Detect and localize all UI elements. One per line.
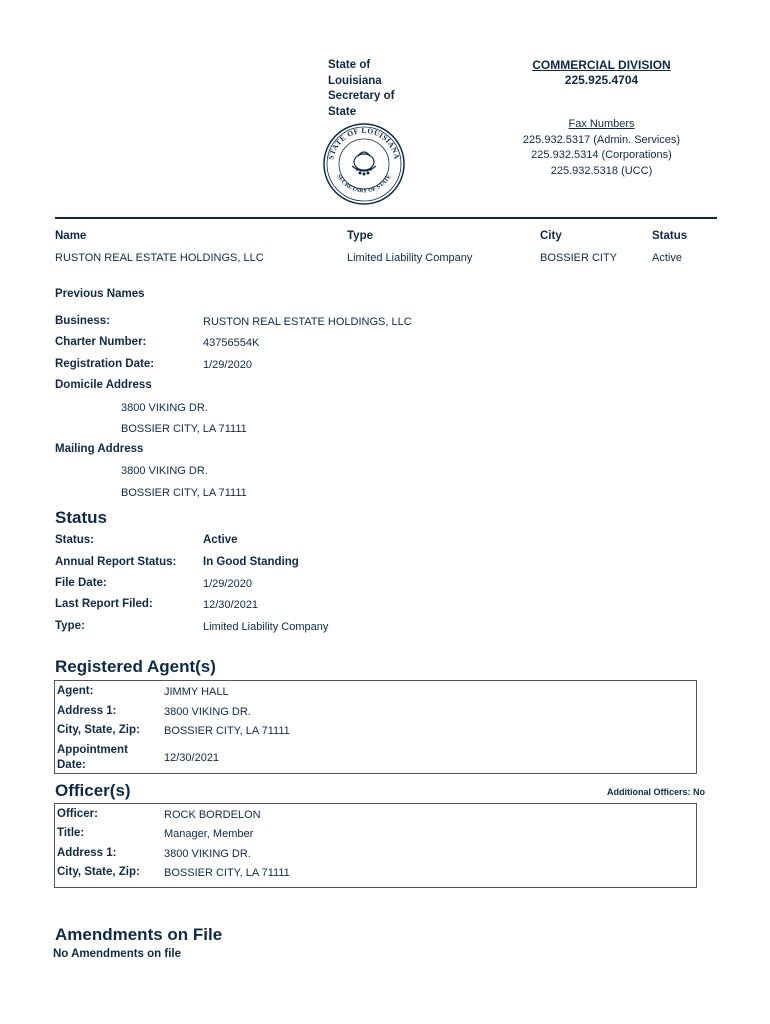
col-header-city: City xyxy=(540,230,562,242)
last-report-value: 12/30/2021 xyxy=(203,599,259,611)
appointment-date-label xyxy=(57,743,128,773)
officer-title-value: Manager, Member xyxy=(164,828,254,840)
registration-label: Registration Date: xyxy=(55,358,155,370)
officer-value: ROCK BORDELON xyxy=(164,809,261,821)
seal-text: STATE OF LOUISIANA xyxy=(326,125,402,161)
file-date-value: 1/29/2020 xyxy=(203,578,252,590)
file-date-label: File Date: xyxy=(55,577,107,589)
domicile-label: Domicile Address xyxy=(55,379,152,391)
division-title: COMMERCIAL DIVISION xyxy=(532,58,671,72)
mailing-line: 3800 VIKING DR. xyxy=(121,465,208,477)
commercial-division xyxy=(500,58,703,88)
officers-box xyxy=(54,803,697,888)
fax-number: 225.932.5318 (UCC) xyxy=(550,164,653,177)
domicile-line: BOSSIER CITY, LA 71111 xyxy=(121,423,247,435)
fax-numbers xyxy=(500,117,703,179)
summary-type: Limited Liability Company xyxy=(347,252,473,264)
state-line: Louisiana xyxy=(328,74,382,87)
type-label: Type: xyxy=(55,620,85,632)
appointment-date-value: 12/30/2021 xyxy=(164,752,220,764)
mailing-line: BOSSIER CITY, LA 71111 xyxy=(121,487,247,499)
officer-csz-label: City, State, Zip: xyxy=(57,866,140,878)
officer-address-value: 3800 VIKING DR. xyxy=(164,848,251,860)
agent-address-label: Address 1: xyxy=(57,705,117,717)
header-divider xyxy=(55,217,717,219)
type-value: Limited Liability Company xyxy=(203,621,329,633)
state-line: Secretary of xyxy=(328,90,395,102)
appointment-label-line: Appointment xyxy=(57,744,128,756)
status-label: Status: xyxy=(55,534,94,546)
amendments-heading: Amendments on File xyxy=(55,925,223,944)
business-value: RUSTON REAL ESTATE HOLDINGS, LLC xyxy=(203,316,412,328)
agent-value: JIMMY HALL xyxy=(164,686,229,698)
amendments-text: No Amendments on file xyxy=(53,948,181,960)
charter-value: 43756554K xyxy=(203,337,260,349)
state-line: State of xyxy=(328,59,371,71)
state-line: State xyxy=(328,105,357,118)
state-title xyxy=(328,58,438,120)
col-header-status: Status xyxy=(652,230,688,242)
officers-heading: Officer(s) xyxy=(55,781,131,800)
summary-status: Active xyxy=(652,252,682,264)
col-header-type: Type xyxy=(347,230,373,242)
fax-title: Fax Numbers xyxy=(568,118,635,130)
svg-text:STATE OF LOUISIANA xyxy=(326,126,401,160)
col-header-name: Name xyxy=(55,230,87,242)
officer-title-label: Title: xyxy=(57,827,85,839)
agent-address-value: 3800 VIKING DR. xyxy=(164,706,251,718)
svg-text:SECRETARY OF STATE xyxy=(335,174,392,195)
registered-agent-heading: Registered Agent(s) xyxy=(55,657,216,676)
status-value: Active xyxy=(203,534,238,546)
division-phone: 225.925.4704 xyxy=(564,73,639,87)
louisiana-seal-icon xyxy=(322,122,406,206)
additional-officers: Additional Officers: No xyxy=(606,787,705,797)
charter-label: Charter Number: xyxy=(55,336,147,348)
seal-text: SECRETARY OF STATE xyxy=(335,173,393,195)
officer-address-label: Address 1: xyxy=(57,847,117,859)
annual-report-label: Annual Report Status: xyxy=(55,556,177,568)
business-label: Business: xyxy=(55,315,110,327)
agent-csz-value: BOSSIER CITY, LA 71111 xyxy=(164,725,290,737)
mailing-label: Mailing Address xyxy=(55,443,144,455)
fax-number: 225.932.5317 (Admin. Services) xyxy=(522,133,681,146)
registered-agent-box xyxy=(54,680,697,774)
annual-report-value: In Good Standing xyxy=(203,556,299,568)
officer-label: Officer: xyxy=(57,808,98,820)
registration-value: 1/29/2020 xyxy=(203,359,252,371)
domicile-line: 3800 VIKING DR. xyxy=(121,402,208,414)
appointment-label-line: Date: xyxy=(57,759,86,771)
summary-name: RUSTON REAL ESTATE HOLDINGS, LLC xyxy=(55,252,264,264)
fax-number: 225.932.5314 (Corporations) xyxy=(531,149,672,161)
agent-label: Agent: xyxy=(57,685,94,697)
previous-names-label: Previous Names xyxy=(55,288,145,300)
status-heading: Status xyxy=(55,508,107,527)
officer-csz-value: BOSSIER CITY, LA 71111 xyxy=(164,867,290,879)
agent-csz-label: City, State, Zip: xyxy=(57,724,140,736)
summary-city: BOSSIER CITY xyxy=(540,252,618,264)
last-report-label: Last Report Filed: xyxy=(55,598,153,610)
